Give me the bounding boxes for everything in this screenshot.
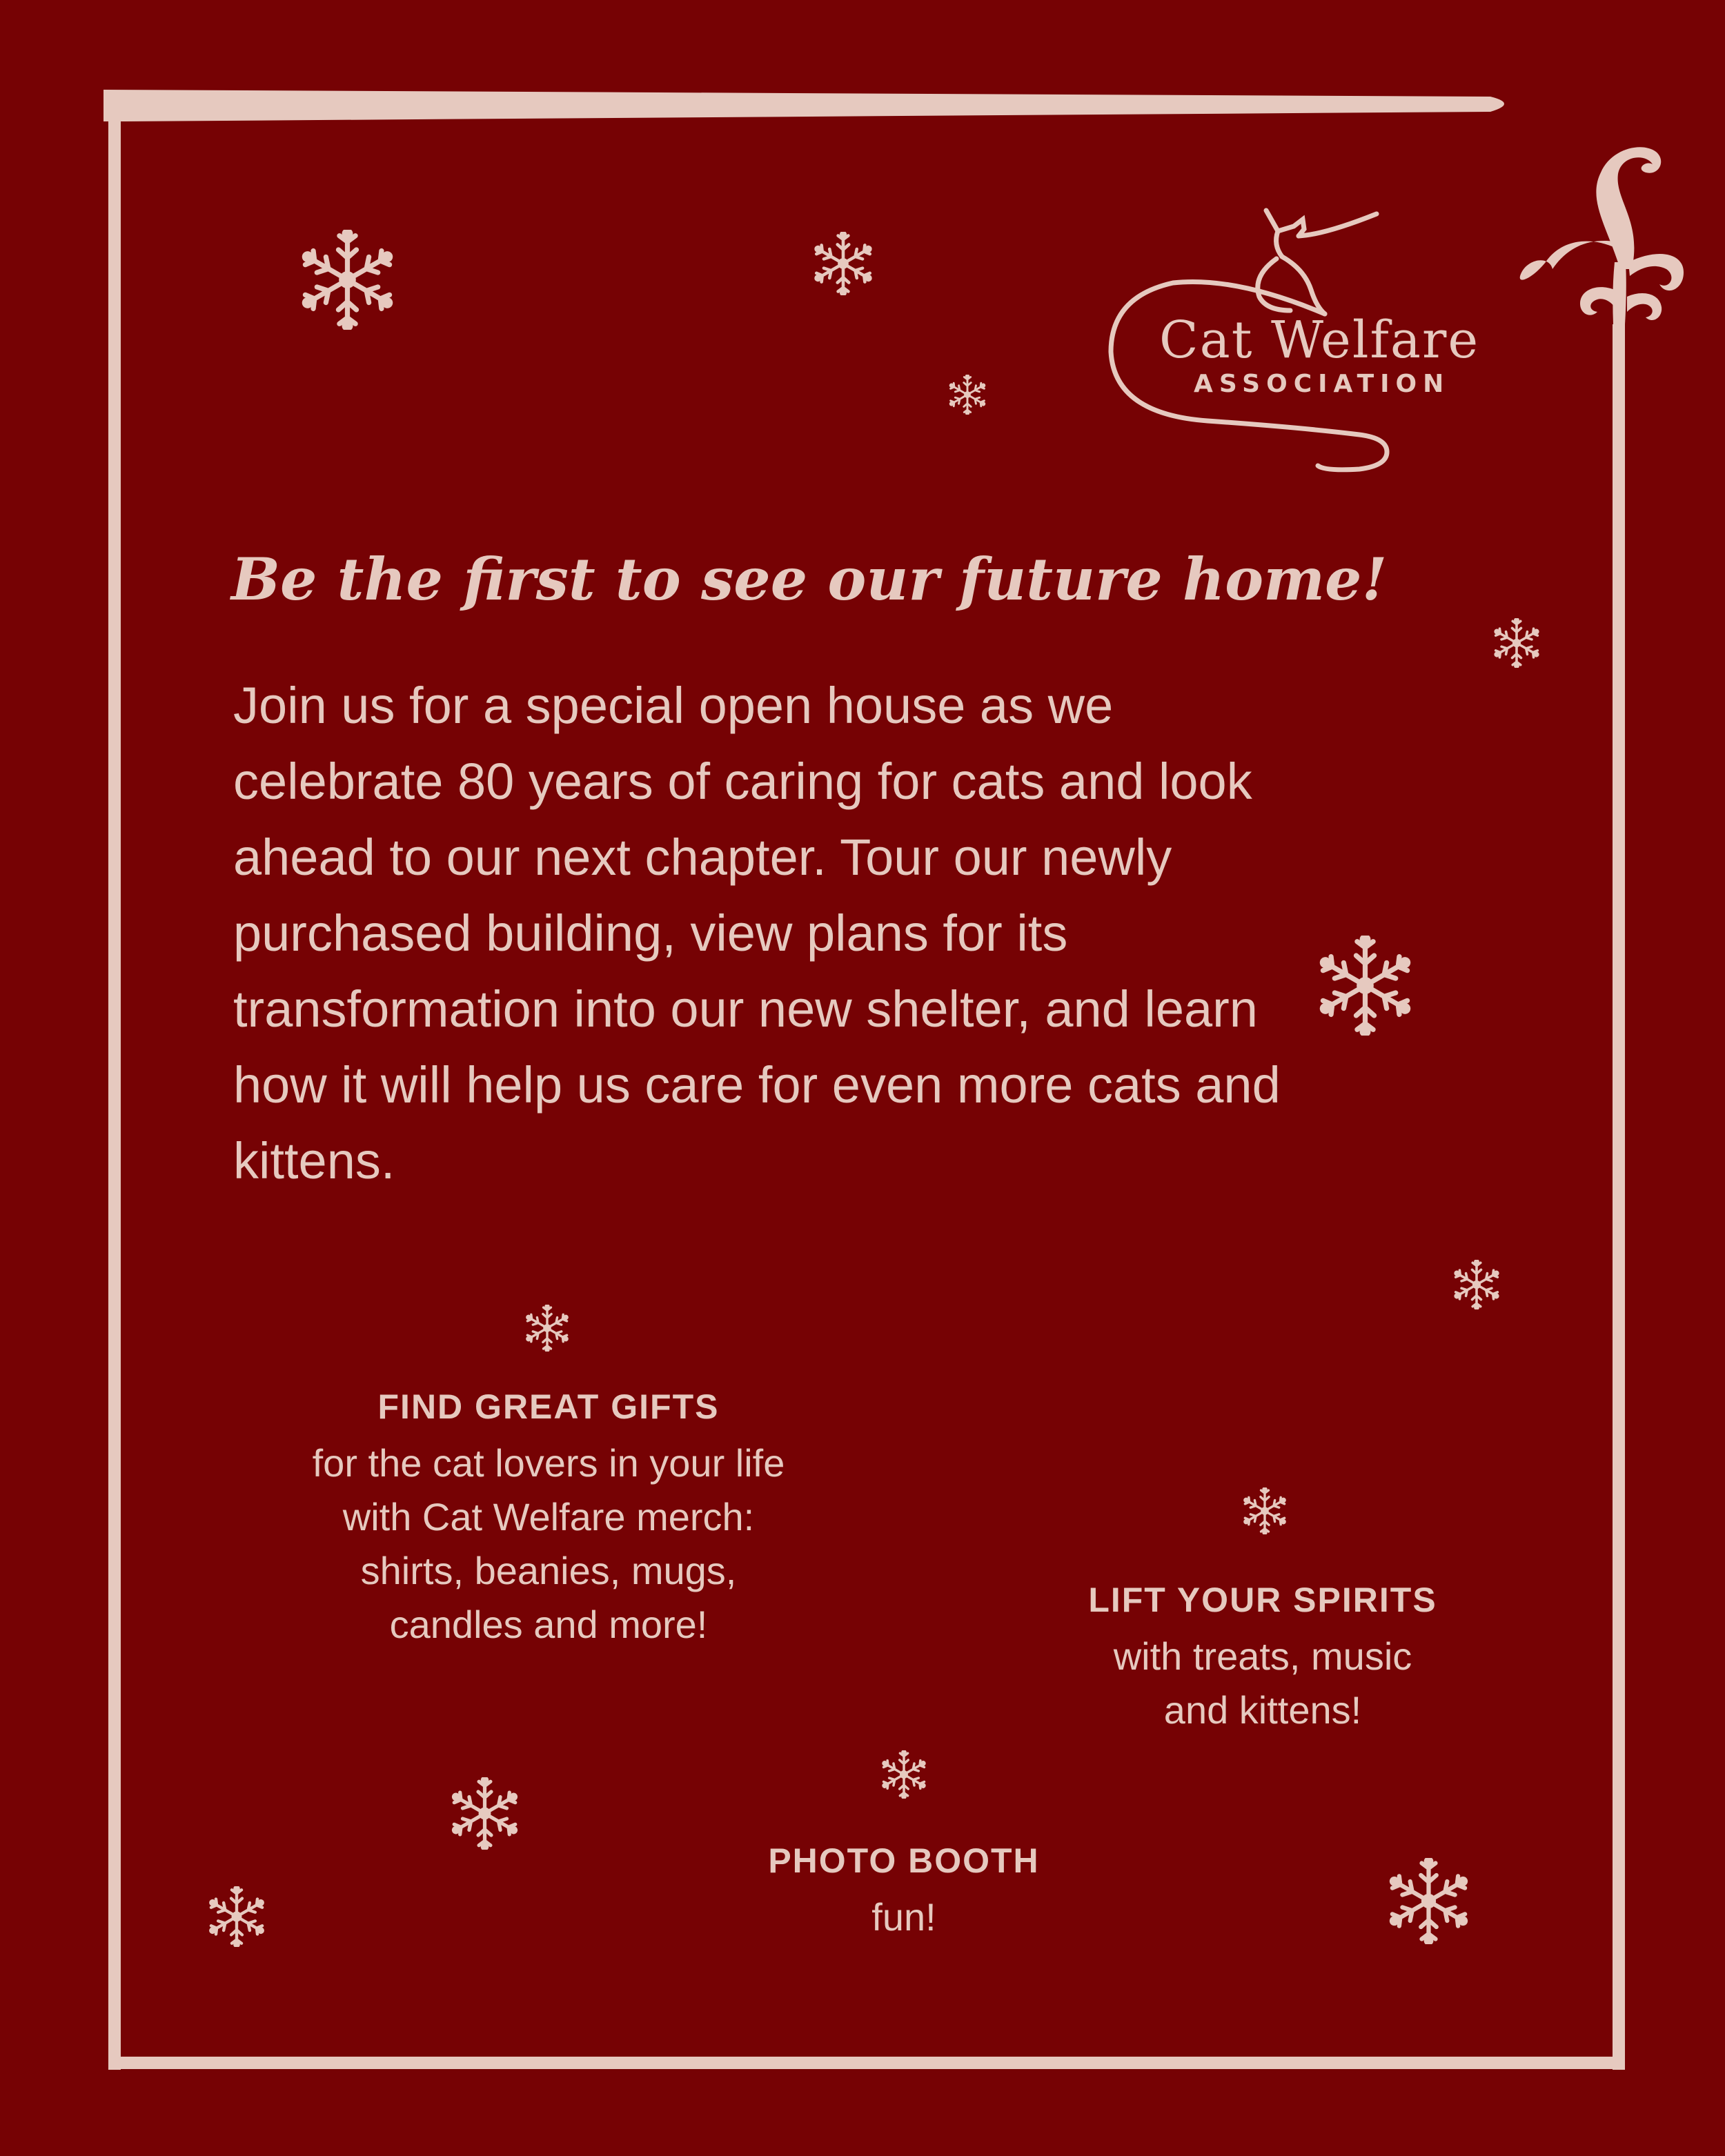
logo-name: Cat Welfare [1159,310,1480,370]
feature-photo-booth [697,1841,1111,1944]
logo-subtitle: ASSOCIATION [1194,370,1450,398]
feature-photo-text: fun! [871,1895,936,1939]
feature-spirits-title: LIFT YOUR SPIRITS [1088,1581,1437,1619]
snowflake-icon [1452,1260,1501,1309]
flourish-icon [1520,147,1684,320]
feature-gifts-title: FIND GREAT GIFTS [377,1387,720,1426]
snowflake-icon [1492,618,1541,668]
snowflake-icon [297,230,397,330]
snowflake-icon [206,1886,267,1947]
feature-spirits-text: with treats, music and kittens! [1113,1634,1412,1732]
snowflake-icon [1241,1487,1288,1534]
snowflake-icon [1386,1858,1472,1944]
feature-spirits [1021,1580,1504,1737]
snowflake-icon [811,232,875,295]
snowflake-icon [880,1750,928,1799]
snowflake-icon [524,1305,571,1352]
intro-paragraph: Join us for a special open house as we celebrate 80 years of caring for cats and look ahead to our next chapter. Tour our newly purchased building, view plans for its transformation into our new shelter, and learn how it will help us care for even more cats and kittens. [233,677,1281,1189]
snowflake-icon [1315,936,1415,1036]
feature-gifts [228,1387,869,1652]
feature-gifts-text: for the cat lovers in your life with Cat Welfare merch: shirts, beanies, mugs, candles and more! [312,1441,785,1646]
feature-photo-title: PHOTO BOOTH [768,1841,1040,1880]
page-title: Be the first to see our future home! [231,545,1388,613]
snowflake-icon [448,1777,521,1850]
logo [1097,193,1497,483]
snowflake-icon [947,375,987,415]
